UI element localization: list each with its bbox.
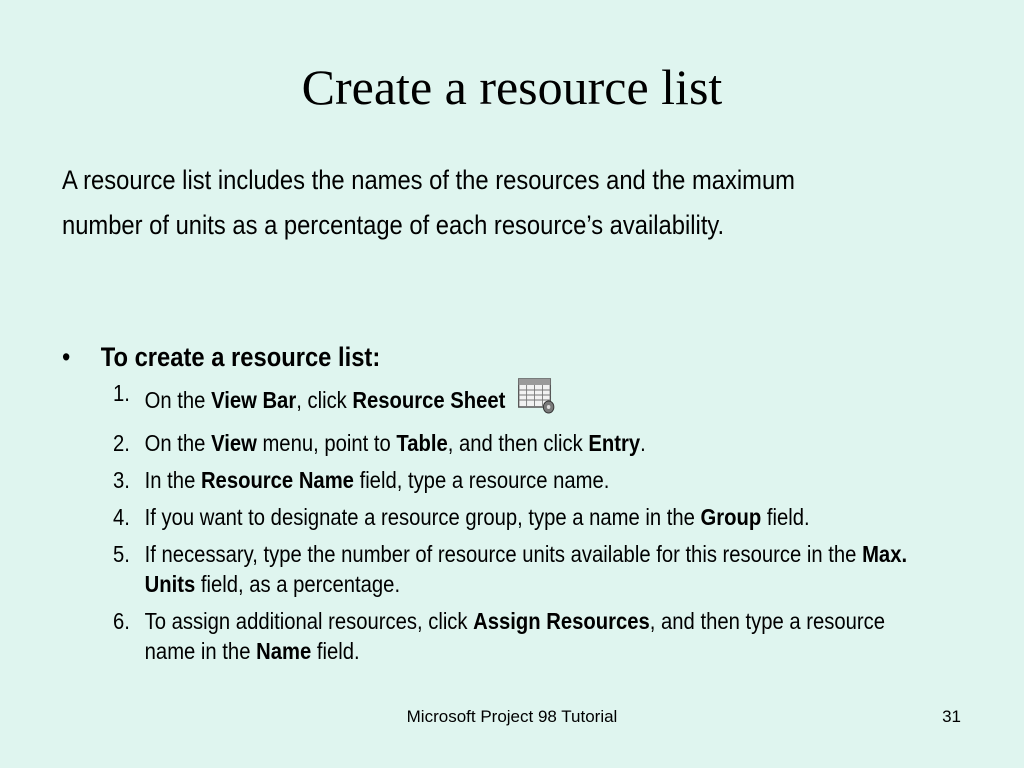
footer-title: Microsoft Project 98 Tutorial [406,707,618,726]
page-number: 31 [942,707,961,726]
step-text: . [640,430,646,456]
step-number: 5. [113,541,130,567]
step-text: , and then type a resource name in the [144,608,885,664]
resource-sheet-icon [518,378,557,421]
steps-list [113,378,931,673]
step-text: menu, point to [256,430,397,456]
list-item [113,378,931,421]
list-item [113,539,931,599]
step-text: field, as a percentage. [195,571,401,597]
step-keyword: Max. Units [144,541,908,597]
step-text: field. [761,504,810,530]
step-text: field. [311,638,360,664]
step-number: 2. [113,430,130,456]
slide-title: Create a resource list [301,59,723,115]
step-keyword: Group [700,504,762,530]
list-item [113,465,931,495]
bullet-marker: • [62,342,71,372]
step-text: On the [144,387,212,413]
step-number: 6. [113,608,130,634]
step-text: To assign additional resources, click [144,608,474,634]
step-text: In the [144,467,201,493]
intro-paragraph: A resource list includes the names of the resources and the maximum number of units as a percentage of each resource’s availability. [62,165,795,240]
step-keyword: Resource Name [200,467,354,493]
list-item [113,502,931,532]
step-number: 4. [113,504,130,530]
step-text: If necessary, type the number of resource units available for this resource in the [144,541,863,567]
step-keyword: View Bar [211,387,297,413]
bullet-text: To create a resource list: [100,342,381,372]
step-keyword: Table [396,430,448,456]
list-item [113,606,931,666]
step-text: , and then click [447,430,589,456]
step-text: , click [296,387,353,413]
step-keyword: View [211,430,257,456]
bullet-heading [62,339,380,375]
list-item [113,428,931,458]
step-keyword: Assign Resources [473,608,650,634]
step-keyword: Name [256,638,312,664]
step-keyword: Resource Sheet [352,387,506,413]
step-text: On the [144,430,212,456]
step-keyword: Entry [588,430,641,456]
step-text: If you want to designate a resource group, type a name in the [144,504,701,530]
step-number: 3. [113,467,130,493]
step-text: field, type a resource name. [353,467,610,493]
step-number: 1. [113,380,130,406]
